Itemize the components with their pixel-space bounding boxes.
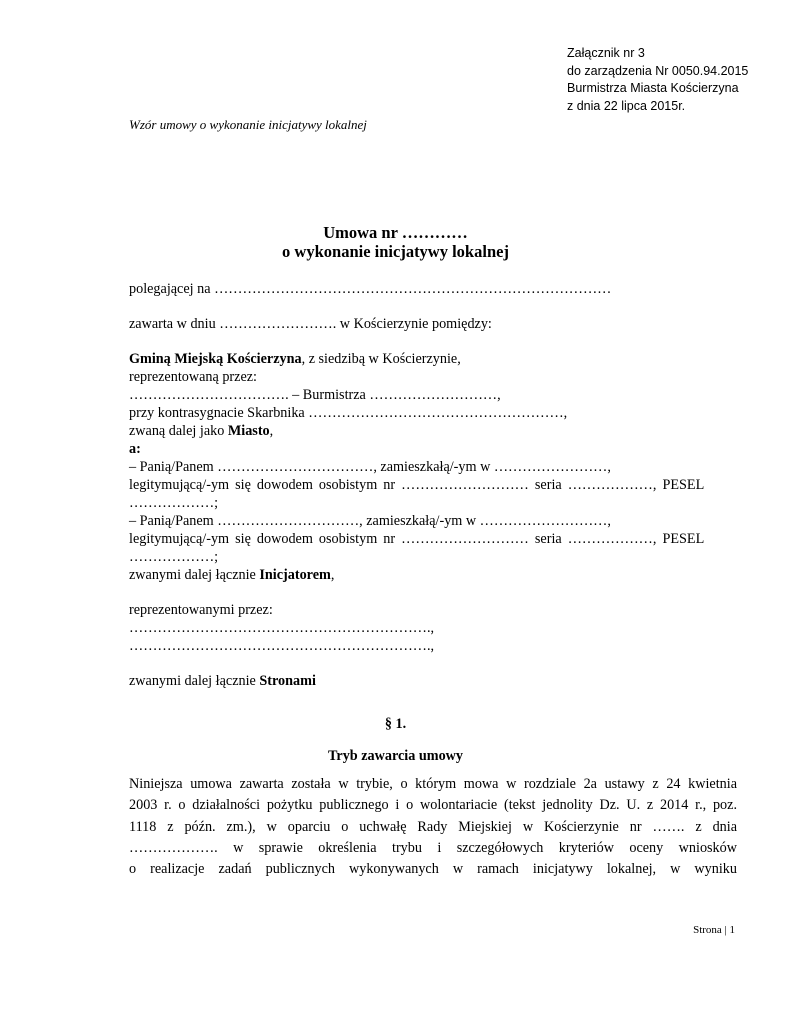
initiator-1-line-2: legitymującą/-ym się dowodem osobistym nr ……………………… seria ………………, PESEL	[129, 477, 705, 493]
section-heading: Tryb zawarcia umowy	[327, 748, 464, 764]
attachment-header	[567, 45, 748, 115]
paragraph-line: 2003 r. o działalności pożytku publicznego i o wolontariacie (tekst jednolity Dz. U. z 2014 r., poz.	[129, 797, 737, 814]
initiator-2-line-2: legitymującą/-ym się dowodem osobistym nr ……………………… seria ………………, PESEL	[129, 531, 705, 547]
representatives-label: reprezentowanymi przez:	[129, 602, 273, 618]
paragraph-line: Niniejsza umowa zawarta została w trybie, o którym mowa w rozdziale 2a ustawy z 24 kwietnia	[129, 776, 737, 792]
attachment-line: z dnia 22 lipca 2015r.	[567, 98, 686, 113]
consisting-of-line: polegającej na …………………………………………………………………………	[129, 281, 612, 297]
city-address: , z siedzibą w Kościerzynie,	[301, 351, 461, 367]
initiator-1-line-3: ………………;	[129, 495, 219, 511]
mayor-line: ……………………………. – Burmistrza ………………………,	[129, 387, 501, 403]
and-label: a:	[129, 441, 141, 457]
parties-term: Stronami	[259, 673, 316, 689]
page-number: Strona | 1	[693, 924, 735, 936]
concluded-on-line: zawarta w dniu ……………………. w Kościerzynie pomiędzy:	[129, 316, 492, 332]
treasurer-line: przy kontrasygnacie Skarbnika ………………………………………………,	[129, 405, 568, 421]
contract-title: Umowa nr …………	[323, 223, 468, 242]
initiator-2-line-3: ………………;	[129, 549, 219, 565]
city-called-prefix: zwaną dalej jako	[129, 423, 228, 439]
attachment-line: do zarządzenia Nr 0050.94.2015	[567, 63, 749, 78]
attachment-line: Burmistrza Miasta Kościerzyna	[567, 81, 739, 95]
city-called-name: Miasto	[227, 423, 270, 439]
city-name: Gminą Miejską Kościerzyna	[129, 351, 302, 367]
initiator-2-line-1: – Panią/Panem …………………………, zamieszkałą/-ym w ………………………,	[129, 513, 611, 529]
initiator-1-line-1: – Panią/Panem ……………………………, zamieszkałą/-ym w ……………………,	[129, 459, 611, 475]
parties-summary: zwanymi dalej łącznie Stronami	[129, 673, 316, 689]
representative-line-2: ……………………………………………………….,	[129, 638, 435, 654]
city-called-suffix: ,	[269, 423, 274, 439]
representative-line-1: ……………………………………………………….,	[129, 620, 435, 636]
contract-subtitle: o wykonanie inicjatywy lokalnej	[282, 242, 509, 261]
section-1-paragraph	[129, 774, 737, 880]
initiator-summary: zwanymi dalej łącznie Inicjatorem,	[129, 567, 335, 583]
initiator-term: Inicjatorem	[259, 567, 331, 583]
attachment-line: Załącznik nr 3	[567, 46, 645, 60]
city-party-line	[129, 350, 461, 368]
section-number: § 1.	[384, 716, 407, 732]
template-label: Wzór umowy o wykonanie inicjatywy lokalnej	[129, 117, 367, 132]
paragraph-line: o realizacje zadań publicznych wykonywanych w ramach inicjatywy lokalnej, w wyniku	[129, 861, 737, 878]
city-called-line	[129, 422, 273, 440]
paragraph-line: 1118 z późn. zm.), w oparciu o uchwałę Rady Miejskiej w Kościerzynie nr ……. z dnia	[129, 818, 737, 835]
paragraph-line: ………………. w sprawie określenia trybu i szczegółowych kryteriów oceny wniosków	[129, 839, 737, 856]
city-represented-by: reprezentowaną przez:	[129, 369, 257, 385]
